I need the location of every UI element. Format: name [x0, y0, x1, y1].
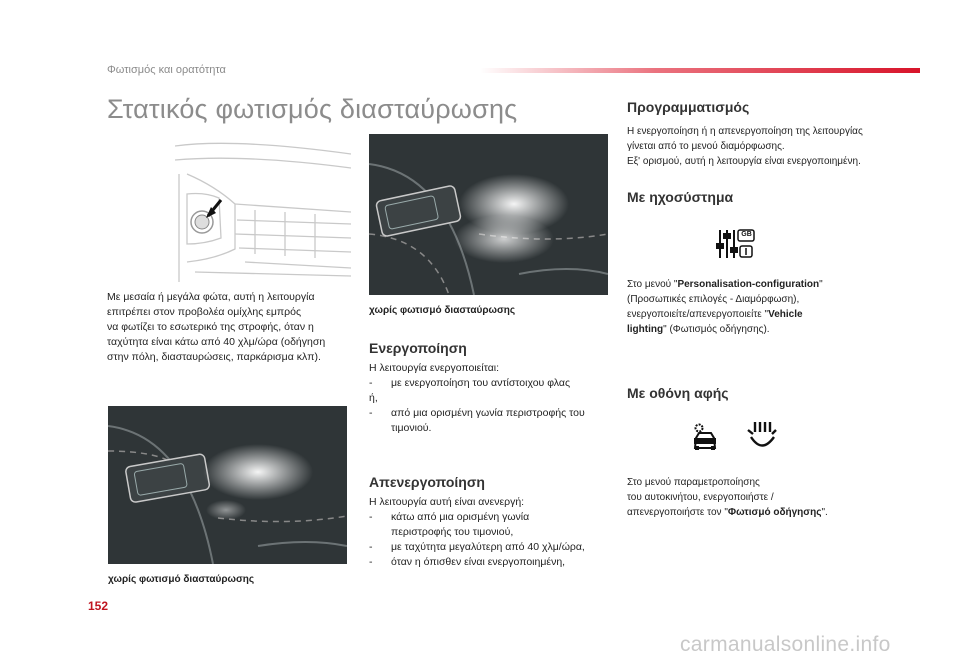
- audio-text-part: Στο μενού ": [627, 279, 678, 290]
- activation-list: [369, 376, 614, 391]
- audio-text-part: ενεργοποιείτε/απενεργοποιείτε ": [627, 309, 769, 320]
- intro-line: επιτρέπει στον προβολέα ομίχλης εμπρός: [107, 306, 302, 318]
- watermark: carmanualsonline.info: [680, 633, 891, 656]
- list-item: - όταν η όπισθεν είναι ενεργοποιημένη,: [369, 555, 614, 570]
- road-diagram-bottom: [108, 406, 347, 564]
- cornering-diagram-bottom: [108, 406, 347, 564]
- intro-paragraph: [107, 290, 357, 365]
- activation-section: [369, 361, 614, 436]
- deactivation-section: [369, 495, 614, 570]
- menu-option-name: lighting: [627, 324, 664, 335]
- header-accent-bar: [480, 68, 920, 73]
- activation-or: ή,: [369, 392, 378, 404]
- list-item-line: κάτω από μια ορισμένη γωνία: [391, 511, 530, 523]
- deactivation-lead: Η λειτουργία αυτή είναι ανενεργή:: [369, 496, 525, 508]
- touchscreen-text-part: απενεργοποιήστε τον ": [627, 507, 728, 518]
- list-item-line: τιμονιού.: [391, 422, 432, 434]
- activation-lead: Η λειτουργία ενεργοποιείται:: [369, 362, 500, 374]
- intro-line: Με μεσαία ή μεγάλα φώτα, αυτή η λειτουργία: [107, 291, 315, 303]
- programming-heading: Προγραμματισμός: [627, 99, 750, 115]
- caption-bottom-diagram: χωρίς φωτισμό διασταύρωσης: [108, 574, 255, 585]
- menu-name: Personalisation-configuration: [677, 279, 820, 290]
- front-bumper-illustration: [175, 134, 351, 282]
- list-item: [369, 406, 614, 436]
- touchscreen-heading: Με οθόνη αφής: [627, 385, 729, 401]
- touchscreen-text-part: ".: [821, 507, 828, 518]
- audio-text: [627, 277, 907, 337]
- audio-heading: Με ηχοσύστημα: [627, 189, 734, 205]
- bumper-drawing: [175, 134, 351, 282]
- touchscreen-line: Στο μενού παραμετροποίησης: [627, 477, 760, 488]
- audio-settings-icon: [716, 228, 756, 260]
- headlamp-icon: [744, 420, 780, 452]
- intro-line: να φωτίζει το εσωτερικό της στροφής, όταν η: [107, 321, 314, 333]
- touchscreen-line: [627, 505, 907, 520]
- page-number: 152: [88, 599, 109, 613]
- vehicle-settings-icon: [690, 422, 720, 452]
- programming-line: γίνεται από το μενού διαμόρφωσης.: [627, 141, 785, 152]
- audio-text-part: ": [819, 279, 823, 290]
- programming-text: [627, 124, 927, 169]
- intro-line: ταχύτητα είναι κάτω από 40 χλμ/ώρα (οδήγηση: [107, 336, 326, 348]
- deactivation-list: [369, 510, 614, 570]
- page-title: Στατικός φωτισμός διασταύρωσης: [107, 94, 518, 124]
- lighting-icon: [744, 420, 780, 452]
- car-gear-icon: [690, 422, 720, 452]
- list-item-line: από μια ορισμένη γωνία περιστροφής του: [391, 407, 585, 419]
- intro-line: στην πόλη, διασταυρώσεις, παρκάρισμα κλπ).: [107, 351, 321, 363]
- section-header: Φωτισμός και ορατότητα: [107, 64, 226, 76]
- list-item: - με ενεργοποίηση του αντίστοιχου φλας: [369, 376, 614, 391]
- activation-heading: Ενεργοποίηση: [369, 340, 467, 356]
- touchscreen-line: του αυτοκινήτου, ενεργοποιήστε /: [627, 492, 774, 503]
- activation-list: [369, 406, 614, 436]
- language-badge: GB: [741, 231, 752, 238]
- audio-text-part: (Προσωπικές επιλογές - Διαμόρφωση),: [627, 294, 800, 305]
- list-item-line: περιστροφής του τιμονιού,: [391, 526, 514, 538]
- menu-option-name: Vehicle: [768, 309, 803, 320]
- deactivation-heading: Απενεργοποίηση: [369, 474, 485, 490]
- list-item: [369, 510, 614, 540]
- road-diagram-top: [369, 134, 608, 295]
- programming-line: Η ενεργοποίηση ή η απενεργοποίηση της λειτουργίας: [627, 126, 863, 137]
- programming-line: Εξ' ορισμού, αυτή η λειτουργία είναι ενεργοποιημένη.: [627, 156, 861, 167]
- menu-option-name: Φωτισμό οδήγησης: [727, 507, 822, 518]
- audio-text-part: " (Φωτισμός οδήγησης).: [663, 324, 770, 335]
- list-item: - με ταχύτητα μεγαλύτερη από 40 χλμ/ώρα,: [369, 540, 614, 555]
- cornering-diagram-top: [369, 134, 608, 295]
- caption-top-diagram: χωρίς φωτισμό διασταύρωσης: [369, 305, 516, 316]
- touchscreen-text: [627, 475, 907, 520]
